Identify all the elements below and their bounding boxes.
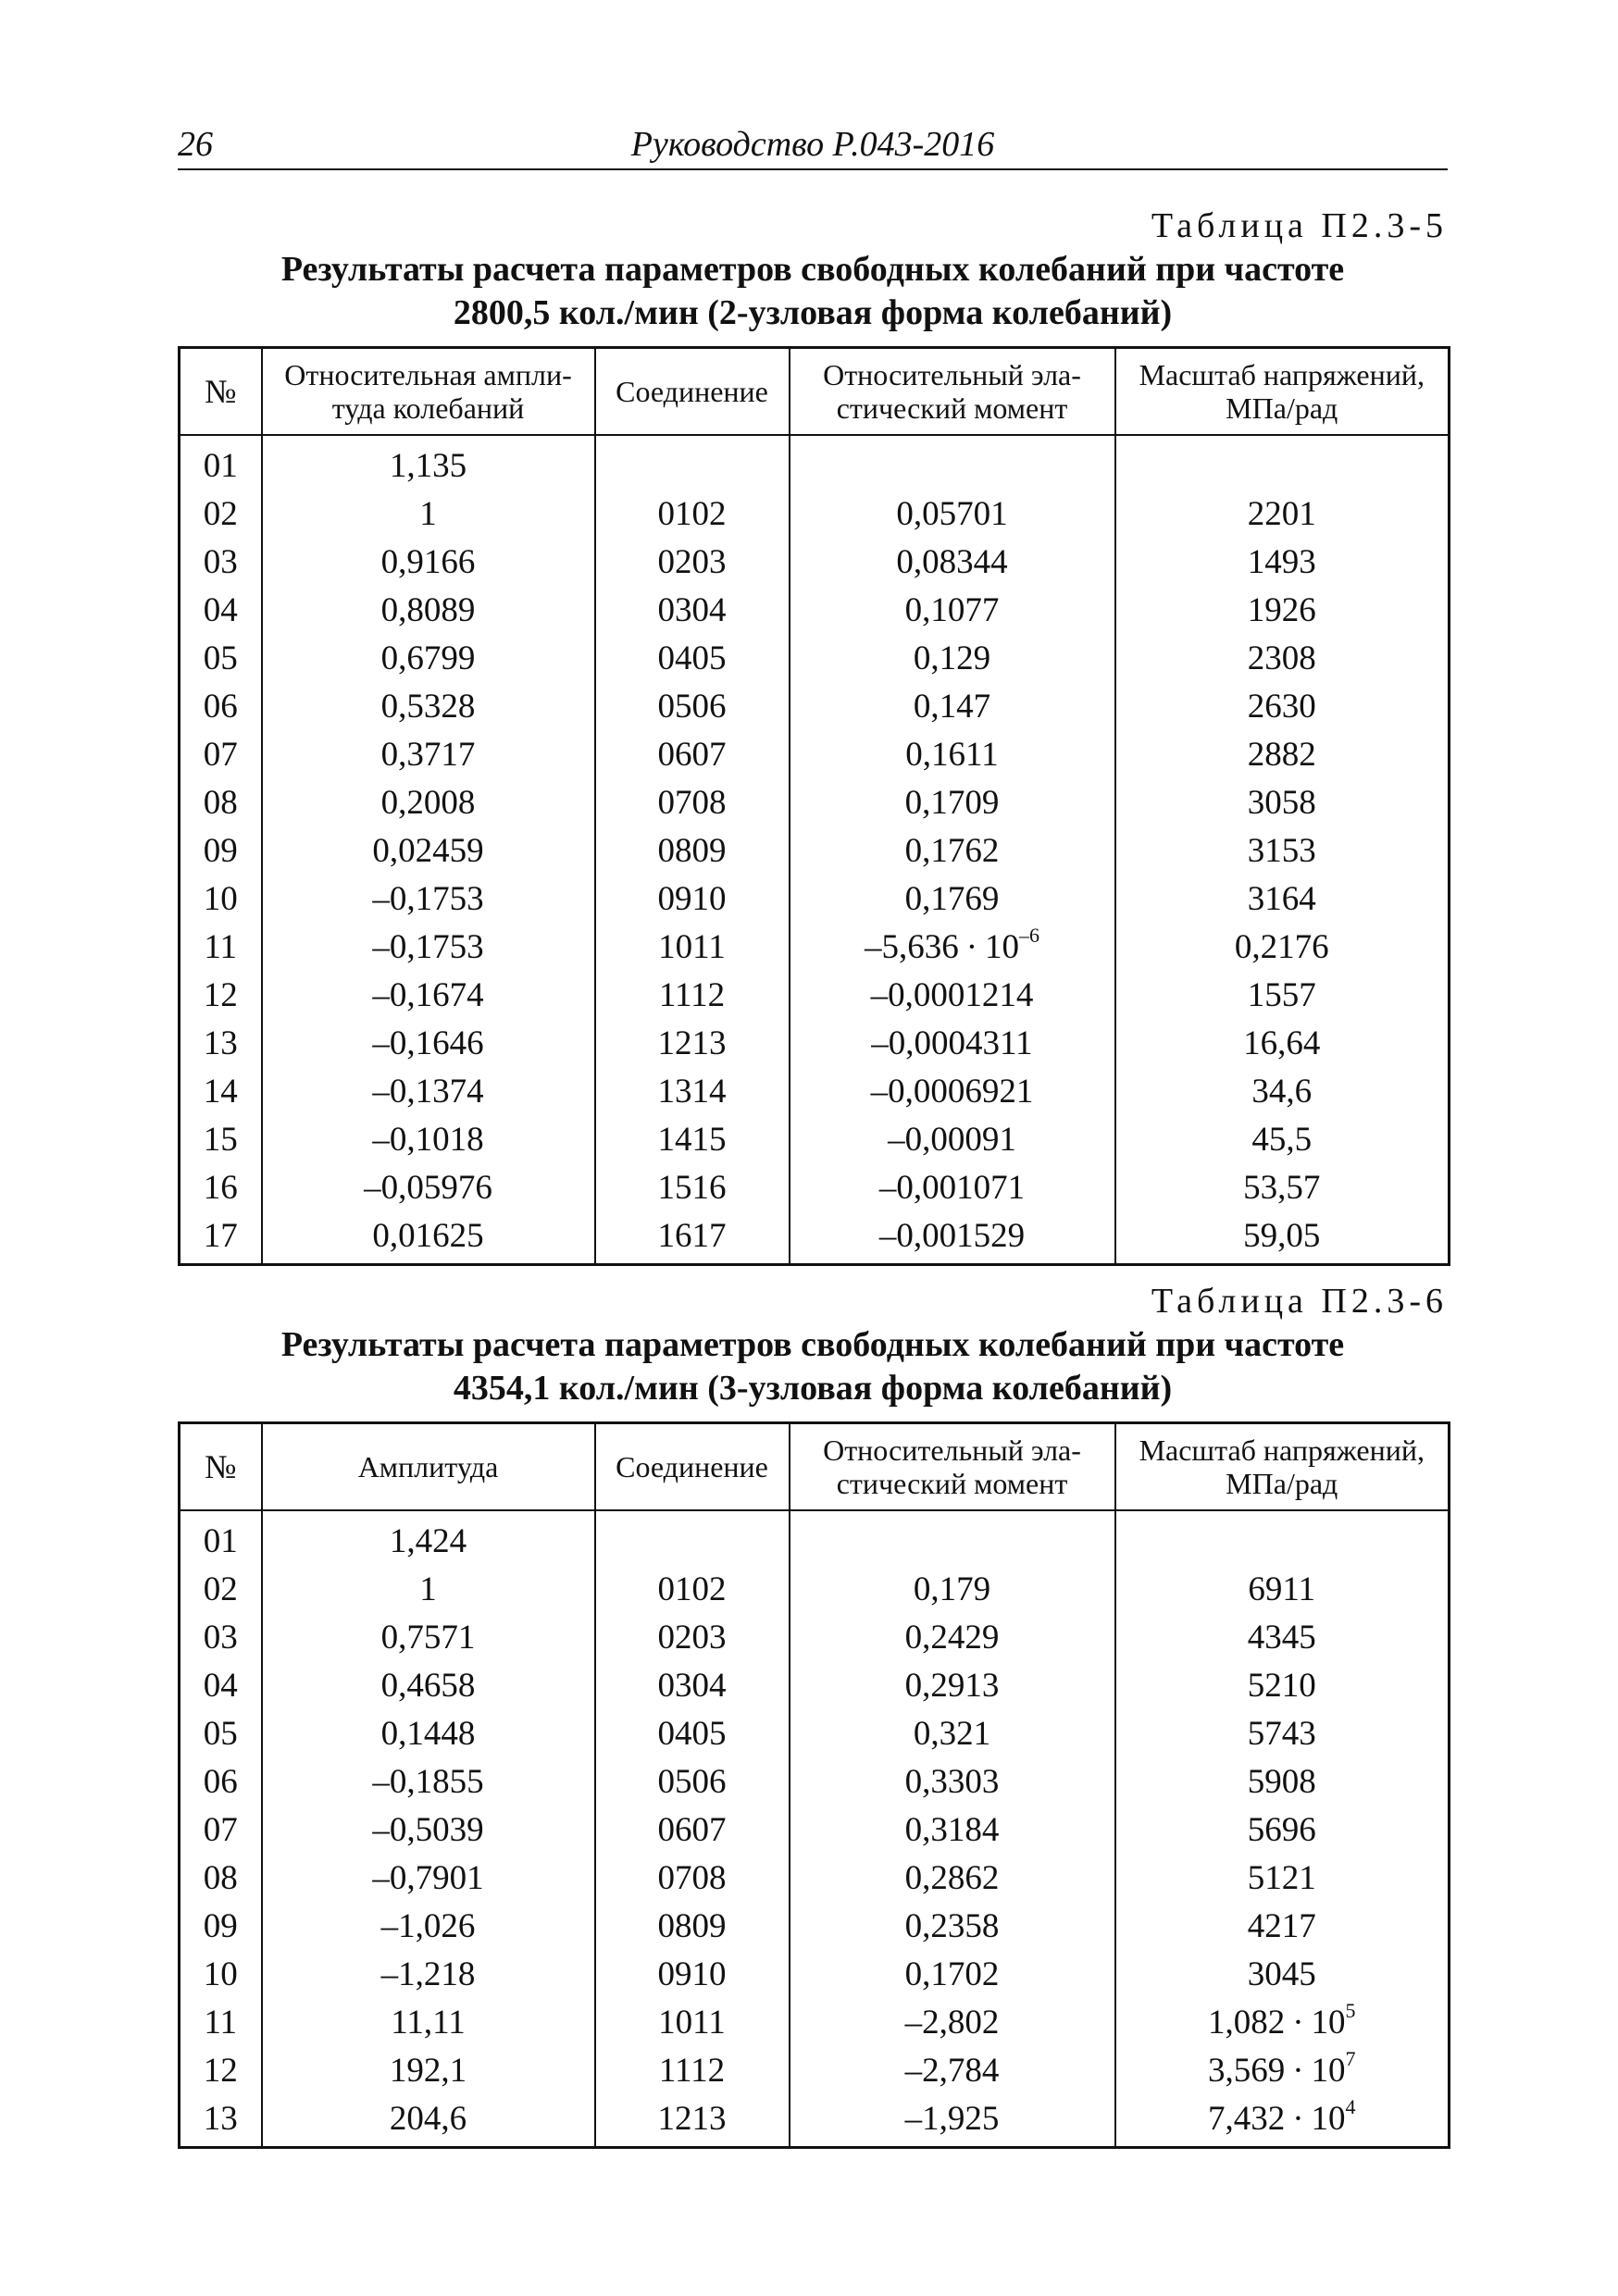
table-title-line: 2800,5 кол./мин (2-узловая форма колебаний) [453, 293, 1173, 332]
table-cell: 204,6 [262, 2094, 595, 2148]
column-header: Соединение [595, 348, 790, 436]
table-row [180, 1950, 1450, 1998]
table-cell: 0809 [595, 1902, 790, 1950]
table-cell: 0,2008 [262, 778, 595, 826]
table-cell: –0,1855 [262, 1757, 595, 1806]
table-row [180, 1613, 1450, 1661]
table-cell: –0,0004311 [790, 1019, 1115, 1067]
table-cell: 17 [180, 1211, 262, 1265]
table-cell: 0,2862 [790, 1854, 1115, 1902]
table-row [180, 1709, 1450, 1757]
table-cell: 0,1702 [790, 1950, 1115, 1998]
table-cell: 34,6 [1115, 1067, 1450, 1115]
table-cell: 0,1762 [790, 826, 1115, 875]
table-cell: 1557 [1115, 971, 1450, 1019]
table-cell: 11 [180, 1998, 262, 2046]
table-label: Таблица П2.3-5 [1151, 206, 1448, 245]
table-row [180, 1854, 1450, 1902]
table-cell: 1926 [1115, 586, 1450, 634]
table-row [180, 1806, 1450, 1854]
page-number: 26 [178, 125, 213, 164]
table-cell: 0607 [595, 730, 790, 778]
table-cell: 05 [180, 634, 262, 682]
table-label: Таблица П2.3-6 [1151, 1282, 1448, 1321]
table-cell: 0,2176 [1115, 923, 1450, 971]
table-cell [1115, 1998, 1450, 2046]
table-cell: –2,802 [790, 1998, 1115, 2046]
table-cell: –0,5039 [262, 1806, 595, 1854]
table-cell: 0304 [595, 586, 790, 634]
table-cell: 05 [180, 1709, 262, 1757]
table-cell: 07 [180, 1806, 262, 1854]
table-row [180, 1661, 1450, 1709]
table-cell: 14 [180, 1067, 262, 1115]
table-cell: 3164 [1115, 875, 1450, 923]
table-cell: 0405 [595, 1709, 790, 1757]
table-cell: –0,1753 [262, 875, 595, 923]
table-cell: 0910 [595, 1950, 790, 1998]
column-header: Амплитуда [262, 1423, 595, 1511]
table-cell: 02 [180, 1565, 262, 1613]
table-cell: 13 [180, 2094, 262, 2148]
table-cell: 1213 [595, 2094, 790, 2148]
sci-exponent: 4 [1345, 2094, 1356, 2118]
table-row [180, 1115, 1450, 1163]
table-cell: 03 [180, 1613, 262, 1661]
table-row [180, 586, 1450, 634]
table-cell: 2630 [1115, 682, 1450, 730]
table-cell: 0,9166 [262, 538, 595, 586]
table-cell: 192,1 [262, 2046, 595, 2094]
table-cell: 0,4658 [262, 1661, 595, 1709]
table-cell: 0,3717 [262, 730, 595, 778]
table-cell [1115, 2046, 1450, 2094]
table-cell: 06 [180, 1757, 262, 1806]
multiply-dot: · [1292, 2003, 1304, 2042]
table-cell: 0,2913 [790, 1661, 1115, 1709]
table-cell: –0,7901 [262, 1854, 595, 1902]
table-cell: 1,135 [262, 435, 595, 490]
table-cell: 10 [180, 1950, 262, 1998]
table-cell: 1493 [1115, 538, 1450, 586]
table-cell: 0,147 [790, 682, 1115, 730]
table-cell: 5743 [1115, 1709, 1450, 1757]
table-cell: 04 [180, 1661, 262, 1709]
table-cell: 10 [180, 875, 262, 923]
table-cell: 07 [180, 730, 262, 778]
data-table [178, 346, 1450, 1266]
table-cell: 5121 [1115, 1854, 1450, 1902]
table-row [180, 1067, 1450, 1115]
sci-mantissa: –5,636 [864, 927, 959, 966]
table-cell: 5908 [1115, 1757, 1450, 1806]
table-cell: 3045 [1115, 1950, 1450, 1998]
table-cell: –0,1674 [262, 971, 595, 1019]
table-cell: 0809 [595, 826, 790, 875]
table-cell: 01 [180, 435, 262, 490]
sci-exponent: 5 [1345, 1998, 1356, 2022]
table-cell: –1,218 [262, 1950, 595, 1998]
column-header: № [180, 1423, 262, 1511]
table-row [180, 538, 1450, 586]
column-header: Масштаб напряжений, МПа/рад [1115, 1423, 1450, 1511]
table-cell: 0,2429 [790, 1613, 1115, 1661]
table-cell [595, 1510, 790, 1565]
table-cell: 08 [180, 1854, 262, 1902]
table-cell: 0,1709 [790, 778, 1115, 826]
table-cell: 0203 [595, 538, 790, 586]
table-row [180, 435, 1450, 490]
table-cell: 2882 [1115, 730, 1450, 778]
table-cell: 0203 [595, 1613, 790, 1661]
sci-exponent: 7 [1345, 2046, 1356, 2070]
table-cell: –1,925 [790, 2094, 1115, 2148]
table-cell: –0,1374 [262, 1067, 595, 1115]
table-cell: 0910 [595, 875, 790, 923]
table-cell: 11 [180, 923, 262, 971]
table-cell: 0,08344 [790, 538, 1115, 586]
document-title: Руководство Р.043-2016 [630, 125, 995, 164]
table-cell: 0,8089 [262, 586, 595, 634]
table-header-row [180, 348, 1450, 436]
table-row [180, 1510, 1450, 1565]
table-cell: 0506 [595, 1757, 790, 1806]
table-row [180, 778, 1450, 826]
table-cell: –2,784 [790, 2046, 1115, 2094]
multiply-dot: · [1292, 2051, 1304, 2090]
table-cell [790, 1510, 1115, 1565]
column-header: Относительный эла-стический момент [790, 1423, 1115, 1511]
table-cell: 0,6799 [262, 634, 595, 682]
table-cell: 1112 [595, 2046, 790, 2094]
column-header: Относительный эла-стический момент [790, 348, 1115, 436]
sci-power-base: 10 [1311, 2099, 1346, 2138]
table-cell: 3153 [1115, 826, 1450, 875]
table-cell: 1112 [595, 971, 790, 1019]
table-cell: 0,179 [790, 1565, 1115, 1613]
table-cell: 12 [180, 971, 262, 1019]
sci-power-base: 10 [1311, 2003, 1346, 2042]
table-cell: 2201 [1115, 490, 1450, 538]
table-cell: 53,57 [1115, 1163, 1450, 1211]
table-cell: 0506 [595, 682, 790, 730]
table-title [178, 1323, 1448, 1410]
sci-mantissa: 1,082 [1207, 2003, 1286, 2042]
table-cell: 59,05 [1115, 1211, 1450, 1265]
table-cell: 09 [180, 826, 262, 875]
table-cell: –0,00091 [790, 1115, 1115, 1163]
table-cell: –0,001071 [790, 1163, 1115, 1211]
table-cell: –0,05976 [262, 1163, 595, 1211]
table-cell: 1213 [595, 1019, 790, 1067]
table-title [178, 248, 1448, 335]
table-cell: 5696 [1115, 1806, 1450, 1854]
table-row [180, 875, 1450, 923]
table-cell: 16,64 [1115, 1019, 1450, 1067]
sci-mantissa: 3,569 [1207, 2051, 1286, 2090]
table-cell: 0,05701 [790, 490, 1115, 538]
table-title-line: 4354,1 кол./мин (3-узловая форма колебаний) [453, 1369, 1173, 1408]
table-cell: –0,1018 [262, 1115, 595, 1163]
table-cell: 0,3303 [790, 1757, 1115, 1806]
table-cell [790, 923, 1115, 971]
table-cell: 13 [180, 1019, 262, 1067]
table-cell: 4217 [1115, 1902, 1450, 1950]
table-row [180, 2094, 1450, 2148]
table-cell: 1516 [595, 1163, 790, 1211]
table-cell: 04 [180, 586, 262, 634]
table-cell: 6911 [1115, 1565, 1450, 1613]
table-cell: –0,1646 [262, 1019, 595, 1067]
table-cell: 1617 [595, 1211, 790, 1265]
table-cell: 0,1611 [790, 730, 1115, 778]
table-cell [595, 435, 790, 490]
table-row [180, 923, 1450, 971]
table-cell: 03 [180, 538, 262, 586]
table-cell: 09 [180, 1902, 262, 1950]
table-row [180, 1211, 1450, 1265]
table-cell: 1011 [595, 923, 790, 971]
table-cell: 0102 [595, 1565, 790, 1613]
table-cell: –0,1753 [262, 923, 595, 971]
table-row [180, 1902, 1450, 1950]
table-cell: 0,01625 [262, 1211, 595, 1265]
table-cell: 45,5 [1115, 1115, 1450, 1163]
table-cell: 0405 [595, 634, 790, 682]
table-row [180, 730, 1450, 778]
table-cell: 0,321 [790, 1709, 1115, 1757]
table-row [180, 1163, 1450, 1211]
table-cell: 0,3184 [790, 1806, 1115, 1854]
table-row [180, 826, 1450, 875]
table-row [180, 1019, 1450, 1067]
table-cell: 0,7571 [262, 1613, 595, 1661]
table-cell: 5210 [1115, 1661, 1450, 1709]
table-cell: –0,001529 [790, 1211, 1115, 1265]
table-cell: –1,026 [262, 1902, 595, 1950]
table-cell: 0,1077 [790, 586, 1115, 634]
table-row [180, 634, 1450, 682]
table-cell: 2308 [1115, 634, 1450, 682]
column-header: Соединение [595, 1423, 790, 1511]
table-cell [1115, 2094, 1450, 2148]
table-cell [790, 435, 1115, 490]
table-cell: 3058 [1115, 778, 1450, 826]
table-cell: 0,1448 [262, 1709, 595, 1757]
column-header: № [180, 348, 262, 436]
table-cell: 0,5328 [262, 682, 595, 730]
column-header: Относительная ампли-туда колебаний [262, 348, 595, 436]
table-cell: 1 [262, 1565, 595, 1613]
table-cell: 11,11 [262, 1998, 595, 2046]
table-cell: 1011 [595, 1998, 790, 2046]
table-cell: 0607 [595, 1806, 790, 1854]
table-row [180, 682, 1450, 730]
table-cell: 0102 [595, 490, 790, 538]
table-cell: 0,129 [790, 634, 1115, 682]
table-cell: 0,1769 [790, 875, 1115, 923]
table-header-row [180, 1423, 1450, 1511]
table-row [180, 1757, 1450, 1806]
page-header [178, 120, 1448, 170]
table-cell: 0,2358 [790, 1902, 1115, 1950]
table-row [180, 1565, 1450, 1613]
table-row [180, 1998, 1450, 2046]
table-cell: 1 [262, 490, 595, 538]
table-cell: 15 [180, 1115, 262, 1163]
table-cell: 0,02459 [262, 826, 595, 875]
table-cell: 0304 [595, 1661, 790, 1709]
multiply-dot: · [965, 927, 978, 966]
data-table [178, 1421, 1450, 2149]
table-cell: 02 [180, 490, 262, 538]
table-cell: 16 [180, 1163, 262, 1211]
table-title-line: Результаты расчета параметров свободных колебаний при частоте [280, 1325, 1345, 1364]
table-cell: 0708 [595, 1854, 790, 1902]
table-row [180, 490, 1450, 538]
table-cell: 1,424 [262, 1510, 595, 1565]
table-cell: 1314 [595, 1067, 790, 1115]
table-cell: 06 [180, 682, 262, 730]
table-cell: –0,0006921 [790, 1067, 1115, 1115]
multiply-dot: · [1292, 2099, 1304, 2138]
table-row [180, 2046, 1450, 2094]
table-cell [1115, 435, 1450, 490]
column-header: Масштаб напряжений, МПа/рад [1115, 348, 1450, 436]
table-title-line: Результаты расчета параметров свободных колебаний при частоте [280, 250, 1345, 289]
table-cell: 4345 [1115, 1613, 1450, 1661]
sci-exponent: –6 [1019, 923, 1040, 947]
table-cell: 12 [180, 2046, 262, 2094]
table-cell: 0708 [595, 778, 790, 826]
table-cell: –0,0001214 [790, 971, 1115, 1019]
table-cell [1115, 1510, 1450, 1565]
table-cell: 01 [180, 1510, 262, 1565]
table-row [180, 971, 1450, 1019]
table-cell: 1415 [595, 1115, 790, 1163]
sci-mantissa: 7,432 [1207, 2099, 1286, 2138]
sci-power-base: 10 [1311, 2051, 1346, 2090]
sci-power-base: 10 [985, 927, 1020, 966]
table-cell: 08 [180, 778, 262, 826]
